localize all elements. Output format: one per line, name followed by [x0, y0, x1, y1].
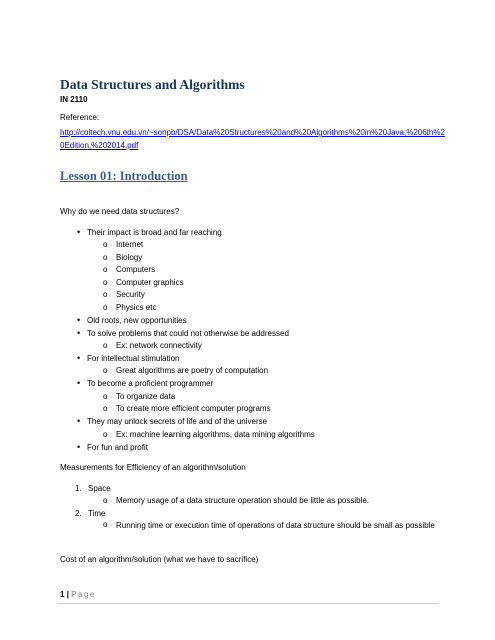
numbered-item	[75, 484, 111, 493]
item-label: Time	[88, 509, 106, 518]
numbered-item	[75, 509, 106, 518]
item-number: 2.	[75, 509, 82, 518]
list-item: o Biology	[103, 253, 143, 262]
course-code: IN 2110	[60, 95, 88, 104]
sub-bullet-marker: o	[103, 341, 108, 350]
item-label: Space	[88, 484, 111, 493]
page-word: Page	[71, 590, 96, 599]
sub-bullet-marker: o	[103, 404, 108, 413]
bullet-marker: •	[77, 227, 81, 237]
bullet-marker: •	[77, 315, 81, 325]
list-item: • To solve problems that could not otherwise be addressed	[77, 328, 289, 338]
measure-heading: Measurements for Efficiency of an algorithm/solution	[60, 463, 246, 472]
cost-heading: Cost of an algorithm/solution (what we have to sacrifice)	[60, 555, 259, 564]
sub-bullet-marker: o	[103, 278, 108, 287]
sub-bullet-marker: o	[103, 253, 108, 262]
sub-bullet-marker: o	[103, 430, 108, 439]
list-item: o To create more efficient computer programs	[103, 404, 271, 413]
list-item: o Ex: machine learning algorithms, data mining algorithms	[103, 430, 315, 439]
sub-bullet-marker: o	[103, 520, 108, 529]
list-item: o Computer graphics	[103, 278, 184, 287]
list-item: • They may unlock secrets of life and of the universe	[77, 416, 268, 426]
reference-label: Reference:	[60, 113, 100, 122]
sub-bullet-marker: o	[103, 392, 108, 401]
list-item: o Memory usage of a data structure operation should be little as possible.	[103, 496, 370, 505]
footer-divider	[57, 603, 439, 604]
list-item: • For fun and profit	[77, 442, 148, 452]
sub-bullet-marker: o	[103, 303, 108, 312]
sub-bullet-marker: o	[103, 240, 108, 249]
list-item: o Ex: network connectivity	[103, 341, 202, 350]
item-number: 1.	[75, 484, 82, 493]
bullet-marker: •	[77, 378, 81, 388]
bullet-marker: •	[77, 328, 81, 338]
sub-bullet-marker: o	[103, 290, 108, 299]
page-number: 1	[60, 590, 65, 599]
why-heading: Why do we need data structures?	[60, 207, 180, 216]
sub-bullet-marker: o	[103, 366, 108, 375]
list-item: • To become a proficient programmer	[77, 378, 214, 388]
list-item: • Their impact is broad and far reaching	[77, 227, 222, 237]
document-title: Data Structures and Algorithms	[60, 77, 245, 92]
page-footer	[60, 590, 96, 599]
list-item	[103, 520, 116, 529]
list-item: o Internet	[103, 240, 144, 249]
list-item: • Old roots, new opportunities	[77, 315, 187, 325]
footer-separator: |	[66, 590, 69, 599]
sub-bullet-marker: o	[103, 496, 108, 505]
lesson-title: Lesson 01: Introduction	[60, 169, 188, 183]
list-item: o Computers	[103, 265, 156, 274]
list-item-text: Running time or execution time of operations of data structure should be small as possible	[116, 521, 435, 530]
bullet-marker: •	[77, 353, 81, 363]
list-item: o Security	[103, 290, 145, 299]
sub-bullet-marker: o	[103, 265, 108, 274]
bullet-marker: •	[77, 416, 81, 426]
bullet-marker: •	[77, 442, 81, 452]
list-item: o Great algorithms are poetry of computation	[103, 366, 269, 375]
reference-link[interactable]: http://coltech.vnu.edu.vn/~sonpb/DSA/Data%20Structures%20and%20Algorithms%20in%20Java,%206th%20Edition,%202014.pdf	[60, 128, 445, 150]
list-item: o To organize data	[103, 392, 176, 401]
list-item: • For intellectual stimulation	[77, 353, 180, 363]
list-item: o Physics etc	[103, 303, 157, 312]
